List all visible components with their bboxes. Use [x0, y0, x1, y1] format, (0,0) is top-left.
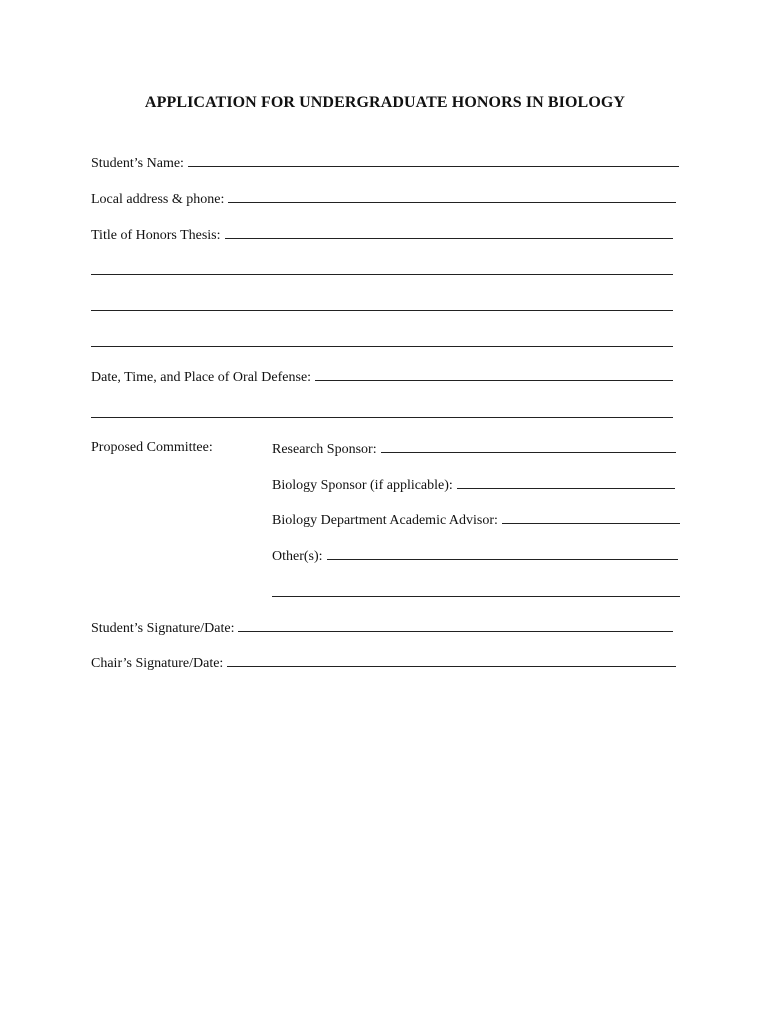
academic-advisor-label: Biology Department Academic Advisor:: [272, 513, 498, 528]
research-sponsor-label: Research Sponsor:: [272, 442, 377, 457]
local-address-label: Local address & phone:: [91, 192, 225, 207]
proposed-committee-label: Proposed Committee:: [91, 440, 213, 455]
thesis-title-row: [91, 225, 673, 245]
biology-sponsor-field[interactable]: [457, 475, 675, 489]
academic-advisor-field[interactable]: [502, 510, 680, 524]
chair-signature-field[interactable]: [227, 653, 676, 667]
biology-sponsor-row: [272, 475, 675, 495]
biology-sponsor-label: Biology Sponsor (if applicable):: [272, 478, 453, 493]
others-label: Other(s):: [272, 549, 323, 564]
oral-defense-line-2[interactable]: [91, 417, 673, 418]
student-name-row: [91, 153, 679, 173]
academic-advisor-row: [272, 510, 680, 530]
thesis-title-label: Title of Honors Thesis:: [91, 228, 221, 243]
chair-signature-label: Chair’s Signature/Date:: [91, 656, 224, 671]
student-name-label: Student’s Name:: [91, 156, 184, 171]
research-sponsor-field[interactable]: [381, 439, 676, 453]
student-signature-field[interactable]: [238, 618, 673, 632]
oral-defense-label: Date, Time, and Place of Oral Defense:: [91, 370, 312, 385]
chair-signature-row: [91, 653, 676, 673]
oral-defense-field[interactable]: [315, 367, 673, 381]
others-row: [272, 546, 678, 566]
research-sponsor-row: [272, 439, 676, 459]
student-signature-row: [91, 618, 673, 638]
local-address-row: [91, 189, 676, 209]
thesis-title-line-3[interactable]: [91, 310, 673, 311]
thesis-title-line-4[interactable]: [91, 346, 673, 347]
student-name-field[interactable]: [188, 153, 679, 167]
thesis-title-line-2[interactable]: [91, 274, 673, 275]
local-address-field[interactable]: [228, 189, 676, 203]
oral-defense-row: [91, 367, 673, 387]
thesis-title-field[interactable]: [225, 225, 673, 239]
others-line-2[interactable]: [272, 596, 680, 597]
form-title: APPLICATION FOR UNDERGRADUATE HONORS IN BIOLOGY: [144, 94, 626, 111]
student-signature-label: Student’s Signature/Date:: [91, 621, 235, 636]
others-field[interactable]: [327, 546, 678, 560]
